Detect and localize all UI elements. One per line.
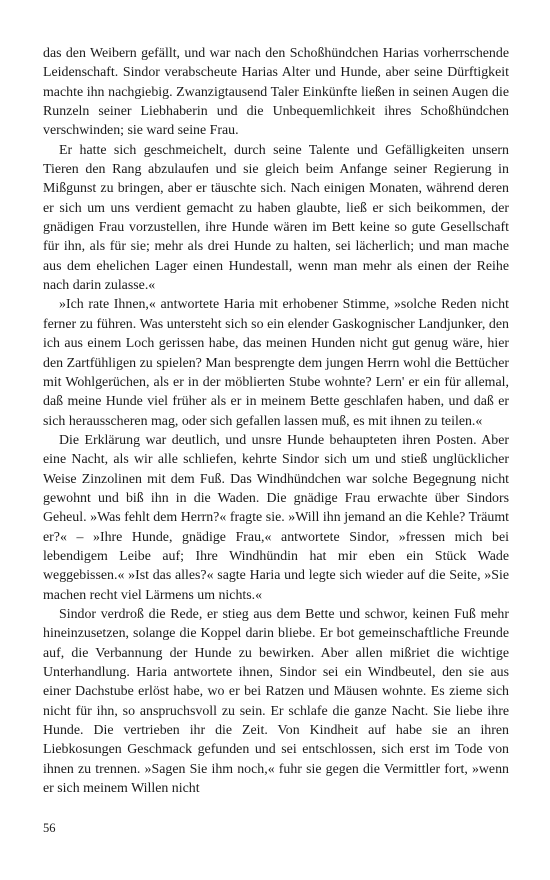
paragraph-5: Sindor verdroß die Rede, er stieg aus dem Bette und schwor, keinen Fuß mehr hineinzusetzen, solange die Koppel darin bliebe. Er bot gemeinschaftliche Freunde auf, die Verbannung der Hunde zu bewirken. Aber allen mißriet die wichtige Unterhandlung. Haria antwortete ihnen, Sindor sei ein Windbeutel, den sie aus einer Dachstube erlöst habe, wo er bei Ratzen und Mäusen wohnte. Es zieme sich nicht für ihn, so anspruchsvoll zu sein. Er schlafe die ganze Nacht. Sie liebe ihre Hunde. Die vertrieben ihr die Zeit. Von Kindheit auf habe sie an ihren Liebkosungen Geschmack gefunden und sei entschlossen, sich erst im Tode von ihnen zu trennen. »Sagen Sie ihm noch,« fuhr sie gegen die Vermittler fort, »wenn er sich meinem Willen nicht: [43, 606, 509, 797]
page-body: [43, 44, 509, 798]
paragraph-1: das den Weibern gefällt, und war nach den Schoßhündchen Harias vorherrschende Leidenschaft. Sindor verabscheute Harias Alter und Hunde, aber seine Dürftigkeit machte ihn nachgiebig. Zwanzigtausend Taler Einkünfte ließen in seinen Augen die Runzeln seiner Liebhaberin und die Unbequemlichkeit ihres Schoßhündchen verschwinden; sie ward seine Frau.: [43, 46, 509, 139]
paragraph-3: »Ich rate Ihnen,« antwortete Haria mit erhobener Stimme, »solche Reden nicht ferner zu führen. Was untersteht sich so ein elender Gaskognischer Landjunker, den ich aus einem Loch gerissen habe, das meinen Hunden nicht gut genug wäre, hier den Zartfühligen zu spielen? Man besprengte dem jungen Herrn wohl die Bettücher mit Wohlgerüchen, als er in der möblierten Stube wohnte? Lern' er ein für allemal, daß meine Hunde viel früher als er in meinem Bette geschlafen haben, und daß er sich herausscheren mag, oder sich gefallen lassen muß, es mit ihnen zu teilen.«: [43, 297, 509, 429]
paragraph-2: Er hatte sich geschmeichelt, durch seine Talente und Gefälligkeiten unsern Tieren den Rang abzulaufen und sie gleich beim Anfange seiner Regierung in Mißgunst zu bringen, aber er täuschte sich. Nach einigen Monaten, während deren er sich um uns verdient gemacht zu haben glaubte, ließ er sich beikommen, der gnädigen Frau vorzustellen, ihre Hunde wären im Bett keine so gute Gesellschaft für ihn, als für sie; mehr als drei Hunde zu halten, sei lächerlich; und man mache aus dem ehelichen Lager einen Hundestall, wenn man mehr als einen der Reihe nach darin zulasse.«: [43, 142, 509, 294]
page-number: 56: [43, 821, 56, 835]
paragraph-4: Die Erklärung war deutlich, und unsre Hunde behaupteten ihren Posten. Aber eine Nacht, als wir alle schliefen, kehrte Sindor sich um und stieß unglücklicher Weise Zinzolinen mit dem Fuß. Das Windhündchen war solche Begegnung nicht gewohnt und biß ihn in die Waden. Die gnädige Frau erwachte über Sindors Geheul. »Was fehlt dem Herrn?« fragte sie. »Will ihn jemand an die Kehle? Träumt er?« – »Ihre Hunde, gnädige Frau,« antwortete Sindor, »fressen mich bei lebendigem Leibe auf; Ihre Windhündin hat mir eben ein Stück Wade weggebissen.« »Ist das alles?« sagte Haria und legte sich wieder auf die Seite, »Sie machen recht viel Lärmens um nichts.«: [43, 432, 509, 603]
